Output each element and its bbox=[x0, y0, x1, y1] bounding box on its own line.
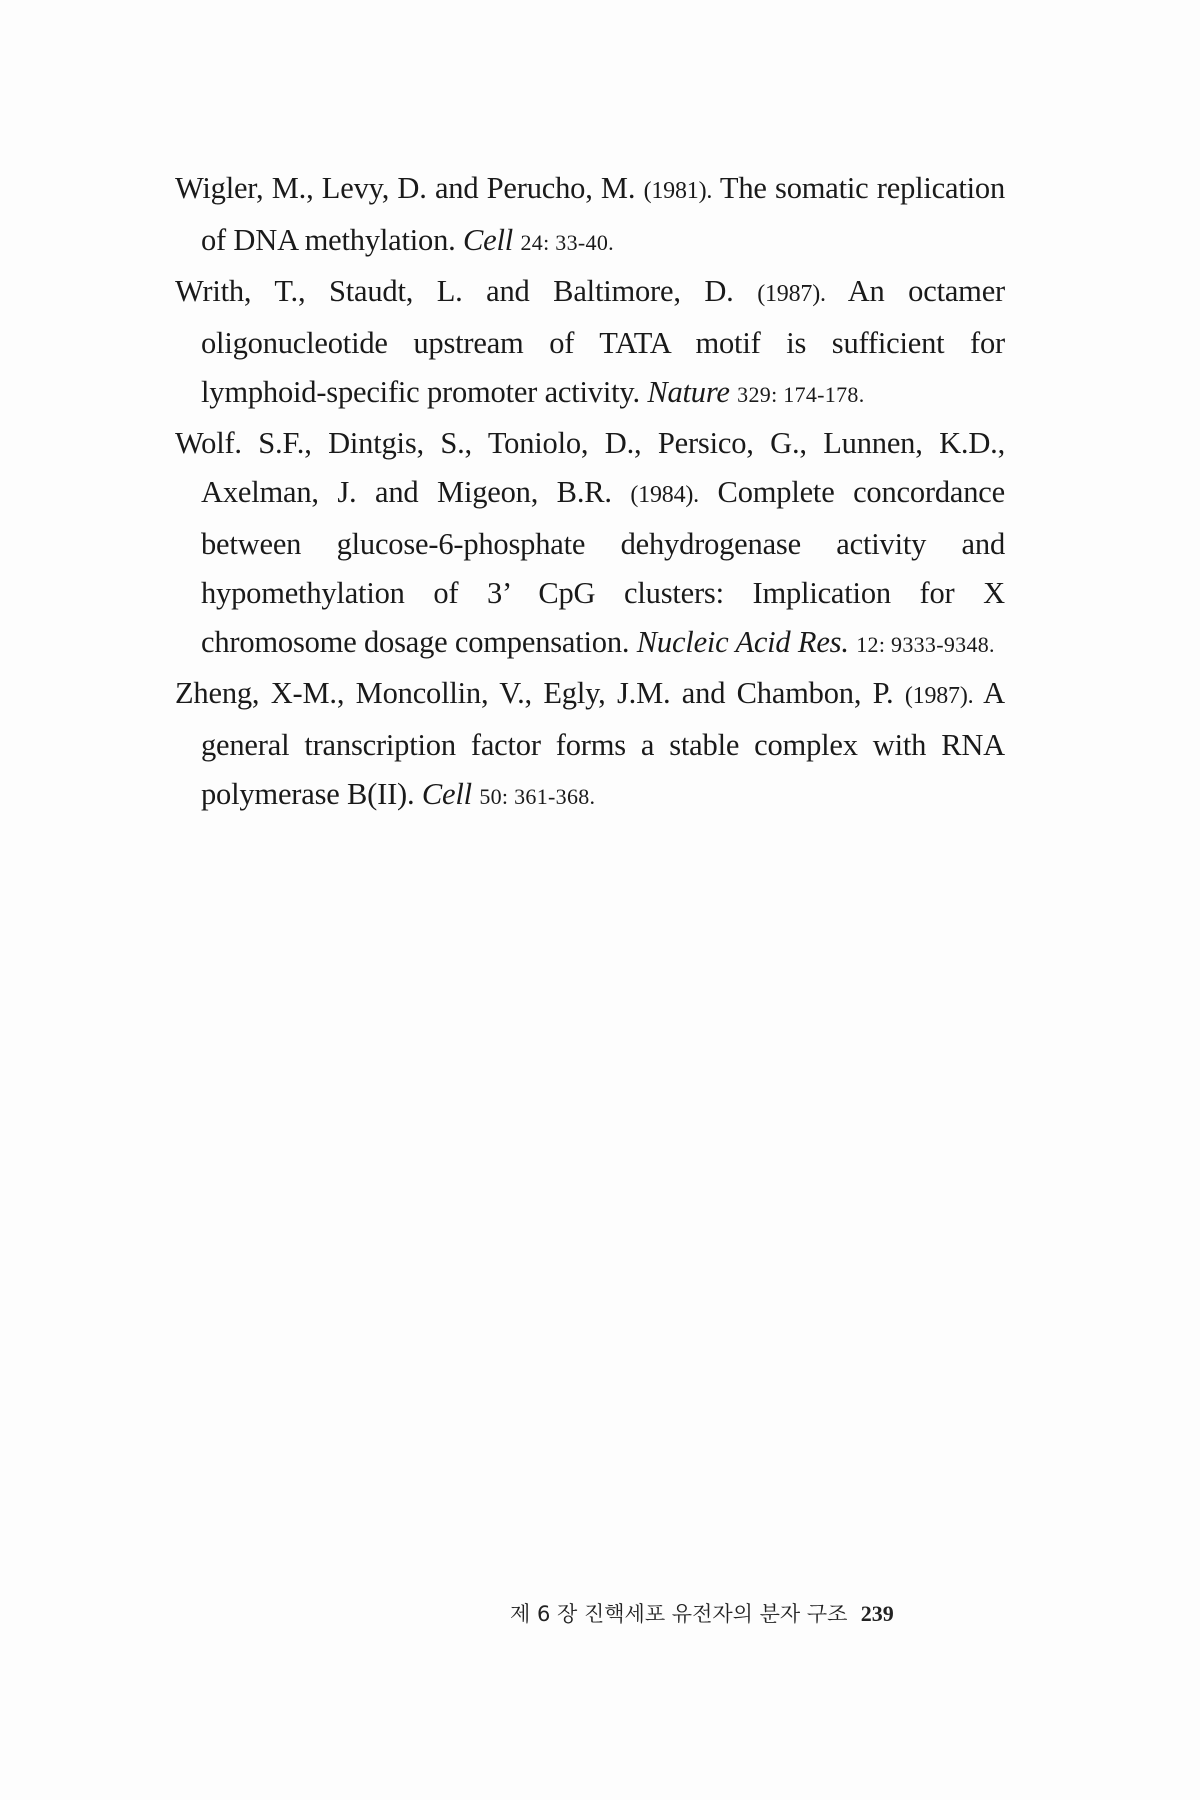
ref-volume: 12: 9333-9348. bbox=[856, 632, 995, 657]
ref-title: Complete concordance between glucose-6-phosphate dehydrogenase activity and hypomethylation of 3’ CpG clusters: Implication for X chromosome dosage compensation. bbox=[201, 475, 1005, 659]
ref-authors: Wolf. S.F., Dintgis, S., Toniolo, D., Persico, G., Lunnen, K.D., Axelman, J. and Migeon, B.R. bbox=[175, 426, 1005, 509]
ref-volume: 50: 361-368. bbox=[479, 784, 596, 809]
chapter-title: 제 6 장 진핵세포 유전자의 분자 구조 bbox=[510, 1602, 848, 1626]
ref-year: (1987). bbox=[757, 281, 826, 307]
reference-entry bbox=[175, 164, 1005, 267]
reference-entry bbox=[175, 419, 1005, 669]
ref-authors: Writh, T., Staudt, L. and Baltimore, D. bbox=[175, 274, 734, 308]
ref-journal: Nucleic Acid Res. bbox=[636, 625, 849, 659]
page-number: 239 bbox=[860, 1601, 894, 1626]
ref-year: (1984). bbox=[630, 482, 699, 508]
ref-authors: Wigler, M., Levy, D. and Perucho, M. bbox=[175, 171, 636, 205]
ref-year: (1987). bbox=[904, 683, 974, 709]
reference-entry bbox=[175, 669, 1005, 821]
ref-journal: Cell bbox=[421, 777, 472, 811]
page-footer bbox=[510, 1598, 980, 1628]
ref-title: An octamer oligonucleotide upstream of TATA motif is sufficient for lymphoid-specific promoter activity. bbox=[201, 274, 1005, 409]
ref-title: A general transcription factor forms a stable complex with RNA polymerase B(II). bbox=[201, 676, 1005, 811]
ref-volume: 329: 174-178. bbox=[737, 382, 865, 407]
ref-authors: Zheng, X-M., Moncollin, V., Egly, J.M. and Chambon, P. bbox=[175, 676, 894, 710]
ref-journal: Cell bbox=[463, 223, 514, 257]
ref-year: (1981). bbox=[643, 178, 713, 204]
reference-list bbox=[175, 164, 1005, 821]
ref-volume: 24: 33-40. bbox=[520, 230, 614, 255]
ref-title: The somatic replication of DNA methylation. bbox=[201, 171, 1005, 257]
reference-entry bbox=[175, 267, 1005, 419]
ref-journal: Nature bbox=[647, 375, 730, 409]
